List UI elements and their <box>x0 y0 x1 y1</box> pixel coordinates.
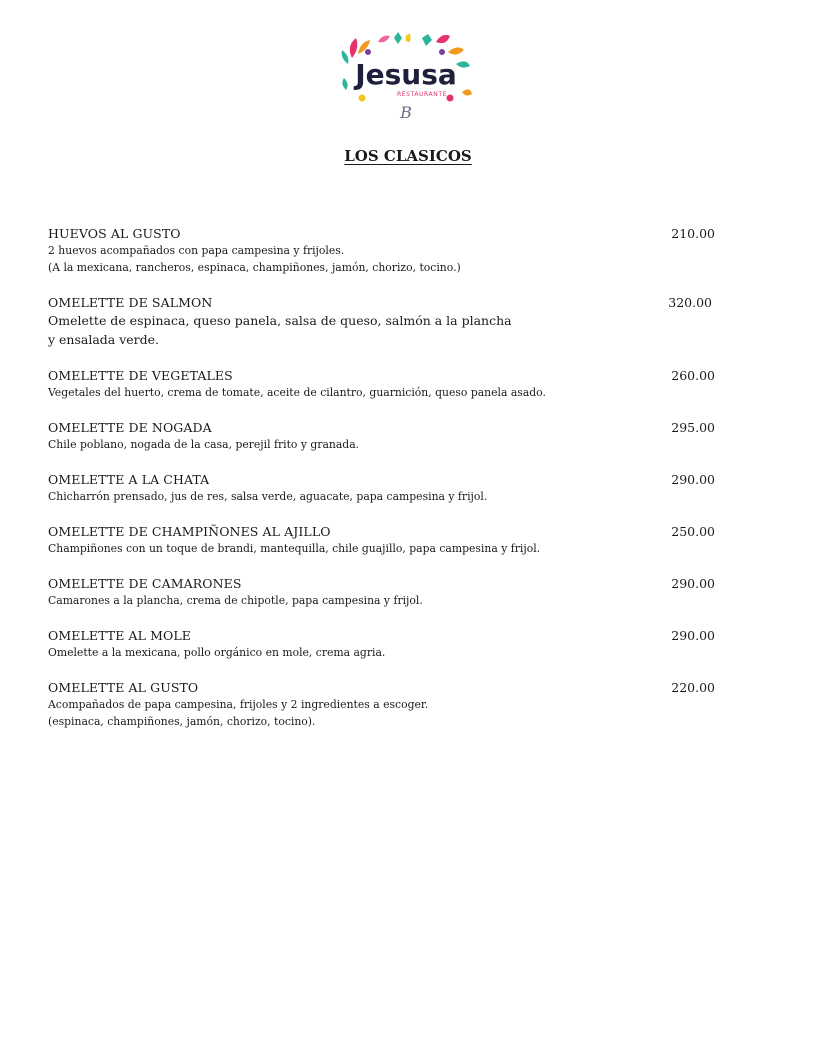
menu-item-name: OMELETTE DE CAMARONES <box>48 576 242 591</box>
menu-item-price: 220.00 <box>671 680 715 695</box>
menu-item-description: Omelette de espinaca, queso panela, salsa de queso, salmón a la plancha <box>48 313 512 328</box>
menu-item-price: 320.00 <box>668 295 712 310</box>
logo-subtitle-text: RESTAURANTE <box>396 91 448 98</box>
menu-item-name: OMELETTE DE CHAMPIÑONES AL AJILLO <box>48 524 331 539</box>
menu-item-description: (espinaca, champiñones, jamón, chorizo, tocino). <box>48 715 316 728</box>
menu-item-name: OMELETTE DE SALMON <box>48 295 213 310</box>
menu-item <box>48 471 718 505</box>
menu-item-description: 2 huevos acompañados con papa campesina y frijoles. <box>48 244 345 257</box>
logo-monogram-text: B <box>400 103 412 122</box>
menu-item-description: Chicharrón prensado, jus de res, salsa verde, aguacate, papa campesina y frijol. <box>48 490 488 503</box>
menu-item-price: 295.00 <box>671 420 715 435</box>
menu-item-price: 290.00 <box>671 628 715 643</box>
menu-item-description: Omelette a la mexicana, pollo orgánico en mole, crema agria. <box>48 646 386 659</box>
jesusa-logo-graphic <box>338 28 474 124</box>
menu-item-description: Camarones a la plancha, crema de chipotle, papa campesina y frijol. <box>48 594 423 607</box>
menu-item-price: 250.00 <box>671 524 715 539</box>
menu-list <box>48 225 718 748</box>
menu-item <box>48 225 718 276</box>
menu-item <box>48 367 718 401</box>
menu-item-price: 290.00 <box>671 576 715 591</box>
menu-item-description: Acompañados de papa campesina, frijoles y 2 ingredientes a escoger. <box>48 698 429 711</box>
menu-item <box>48 627 718 661</box>
menu-item-name: OMELETTE DE NOGADA <box>48 420 212 435</box>
menu-item-description: y ensalada verde. <box>48 332 160 347</box>
menu-item-name: OMELETTE AL MOLE <box>48 628 191 643</box>
menu-item-description: Chile poblano, nogada de la casa, perejil frito y granada. <box>48 438 360 451</box>
menu-item-description: Champiñones con un toque de brandi, mantequilla, chile guajillo, papa campesina y frijol. <box>48 542 541 555</box>
menu-item <box>48 575 718 609</box>
menu-item-price: 210.00 <box>671 226 715 241</box>
menu-item-name: OMELETTE AL GUSTO <box>48 680 199 695</box>
menu-item-price: 290.00 <box>671 472 715 487</box>
menu-item-description: Vegetales del huerto, crema de tomate, aceite de cilantro, guarnición, queso panela asado. <box>48 386 546 399</box>
menu-item-name: HUEVOS AL GUSTO <box>48 226 181 241</box>
logo-brand-text: Jesusa <box>355 58 457 91</box>
restaurant-logo <box>338 28 474 124</box>
menu-item-name: OMELETTE A LA CHATA <box>48 472 210 487</box>
menu-item-price: 260.00 <box>671 368 715 383</box>
menu-item <box>48 523 718 557</box>
section-title: LOS CLASICOS <box>344 147 472 165</box>
menu-item-name: OMELETTE DE VEGETALES <box>48 368 233 383</box>
menu-item <box>48 419 718 453</box>
menu-item <box>48 294 718 349</box>
menu-item-description: (A la mexicana, rancheros, espinaca, champiñones, jamón, chorizo, tocino.) <box>48 261 461 274</box>
menu-item <box>48 679 718 730</box>
